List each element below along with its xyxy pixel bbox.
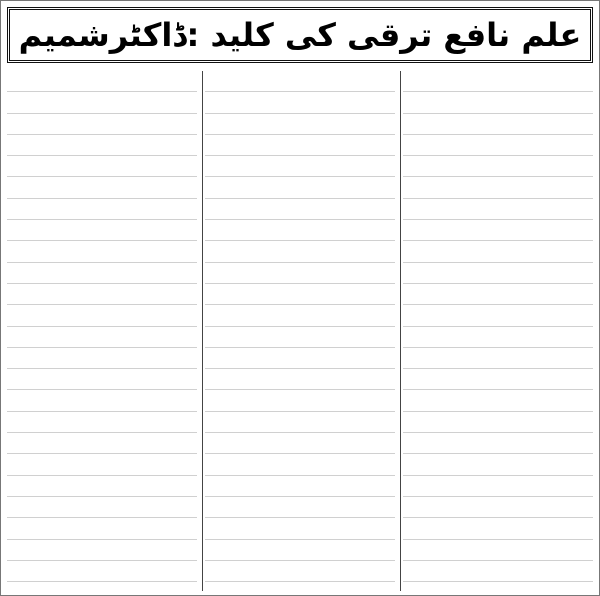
article-line [7, 369, 197, 390]
article-line [7, 412, 197, 433]
article-line [205, 241, 395, 262]
article-line [205, 454, 395, 475]
article-line [403, 199, 593, 220]
article-line [403, 305, 593, 326]
column-rule [202, 71, 203, 591]
article-line [7, 305, 197, 326]
article-line [7, 497, 197, 518]
article-line [205, 518, 395, 539]
article-line [205, 561, 395, 582]
article-line [205, 135, 395, 156]
article-line [205, 412, 395, 433]
article-line [205, 284, 395, 305]
article-line [403, 92, 593, 113]
article-line [403, 390, 593, 411]
article-line [403, 327, 593, 348]
column-rule [400, 71, 401, 591]
article-line [403, 241, 593, 262]
article-line [403, 177, 593, 198]
article-line [205, 348, 395, 369]
article-line [7, 156, 197, 177]
article-column-middle [205, 71, 395, 591]
article-line [7, 561, 197, 582]
article-line [7, 540, 197, 561]
article-line [7, 518, 197, 539]
article-line [403, 114, 593, 135]
article-line [403, 433, 593, 454]
article-line [205, 92, 395, 113]
article-line [7, 433, 197, 454]
article-line [205, 327, 395, 348]
article-line [403, 263, 593, 284]
article-line [205, 263, 395, 284]
article-line [7, 241, 197, 262]
article-line [403, 540, 593, 561]
article-line [403, 71, 593, 92]
article-line [403, 369, 593, 390]
article-line [7, 284, 197, 305]
article-line [7, 135, 197, 156]
article-line [205, 476, 395, 497]
article-line [403, 412, 593, 433]
article-line [7, 114, 197, 135]
article-line [403, 348, 593, 369]
article-line [403, 284, 593, 305]
article-line [205, 540, 395, 561]
article-line [205, 199, 395, 220]
article-line [7, 263, 197, 284]
article-line [205, 156, 395, 177]
article-line [403, 454, 593, 475]
article-line [403, 497, 593, 518]
article-line [403, 561, 593, 582]
article-column-left [7, 71, 197, 591]
article-line [403, 135, 593, 156]
article-line [403, 156, 593, 177]
article-line [7, 177, 197, 198]
article-line [205, 433, 395, 454]
article-body [7, 71, 593, 591]
article-line [7, 348, 197, 369]
article-line [7, 454, 197, 475]
headline-frame [7, 7, 593, 63]
article-line [205, 220, 395, 241]
article-line [205, 497, 395, 518]
article-line [403, 518, 593, 539]
article-line [205, 177, 395, 198]
article-line [7, 327, 197, 348]
article-line [403, 220, 593, 241]
article-column-right [403, 71, 593, 591]
article-line [205, 71, 395, 92]
article-line [7, 220, 197, 241]
article-line [7, 390, 197, 411]
article-line [205, 390, 395, 411]
headline: علم نافع ترقی کی کلید :ڈاکٹرشمیم [18, 16, 582, 54]
article-line [205, 369, 395, 390]
article-line [7, 92, 197, 113]
article-line [7, 476, 197, 497]
article-line [205, 305, 395, 326]
article-line [7, 71, 197, 92]
article-line [7, 199, 197, 220]
article-line [205, 114, 395, 135]
article-line [403, 476, 593, 497]
